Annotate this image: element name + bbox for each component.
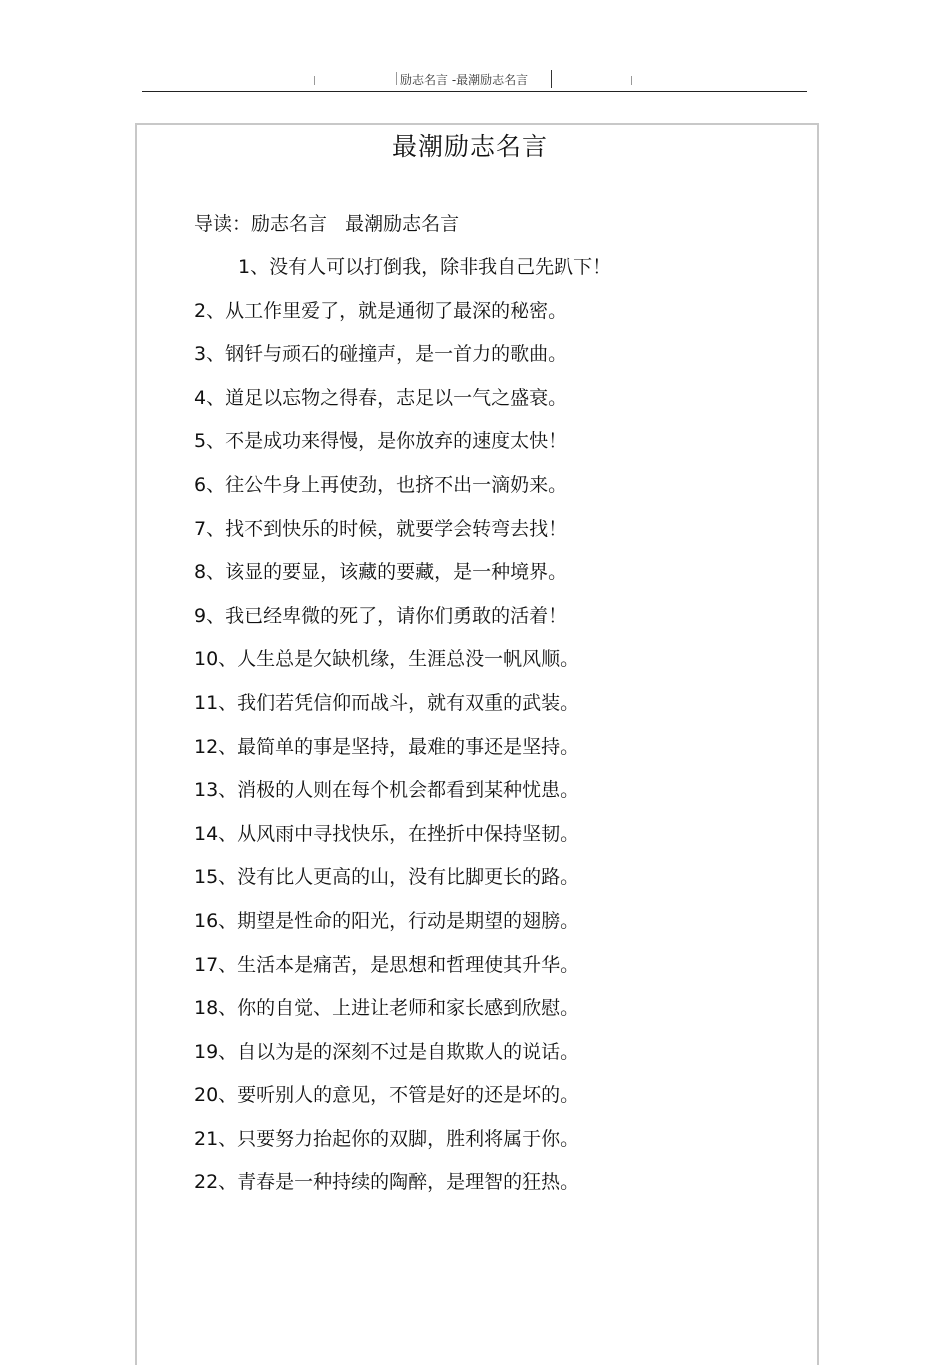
quote-item: 18、你的自觉、上进让老师和家长感到欣慰。 [194,997,580,1020]
header-tick-left [314,76,315,85]
quote-list [194,252,611,1211]
quote-item: 12、最简单的事是坚持，最难的事还是坚持。 [194,735,580,758]
header-tick-text-right [551,70,552,88]
quote-item: 5、不是成功来得慢，是你放弃的速度太快！ [194,430,568,453]
quote-item: 17、生活本是痛苦，是思想和哲理使其升华。 [194,953,580,976]
quote-item: 13、消极的人则在每个机会都看到某种忧患。 [194,779,580,802]
quote-item: 15、没有比人更高的山，没有比脚更长的路。 [194,866,580,889]
quote-item: 19、自以为是的深刻不过是自欺欺人的说话。 [194,1040,580,1063]
quote-item: 3、钢钎与顽石的碰撞声，是一首力的歌曲。 [194,343,568,366]
quote-item: 16、期望是性命的阳光，行动是期望的翅膀。 [194,909,580,932]
quote-item: 20、要听别人的意见，不管是好的还是坏的。 [194,1084,580,1107]
header-rule [142,91,807,92]
header-tick-right [631,76,632,85]
quote-item: 1、没有人可以打倒我，除非我自己先趴下！ [238,256,612,278]
quote-item: 7、找不到快乐的时候，就要学会转弯去找！ [194,517,568,540]
quote-item: 21、只要努力抬起你的双脚，胜利将属于你。 [194,1127,580,1150]
quote-item: 10、人生总是欠缺机缘，生涯总没一帆风顺。 [194,648,580,671]
page-title: 最潮励志名言 [391,132,548,161]
quote-item: 9、我已经卑微的死了，请你们勇敢的活着！ [194,604,568,627]
intro-line: 导读：励志名言 最潮励志名言 [194,213,460,235]
quote-item: 4、道足以忘物之得春，志足以一气之盛衰。 [194,386,568,409]
quote-item: 11、我们若凭信仰而战斗，就有双重的武装。 [194,691,580,714]
header-tick-text-left [396,72,397,85]
quote-item: 2、从工作里爱了，就是通彻了最深的秘密。 [194,299,568,322]
quote-item: 22、青春是一种持续的陶醉，是理智的狂热。 [194,1171,580,1194]
quote-item: 14、从风雨中寻找快乐，在挫折中保持坚韧。 [194,822,580,845]
quote-item: 8、该显的要显，该藏的要藏，是一种境界。 [194,561,568,584]
quote-item: 6、往公牛身上再使劲，也挤不出一滴奶来。 [194,473,568,496]
header-text: 励志名言 -最潮励志名言 [400,73,529,87]
